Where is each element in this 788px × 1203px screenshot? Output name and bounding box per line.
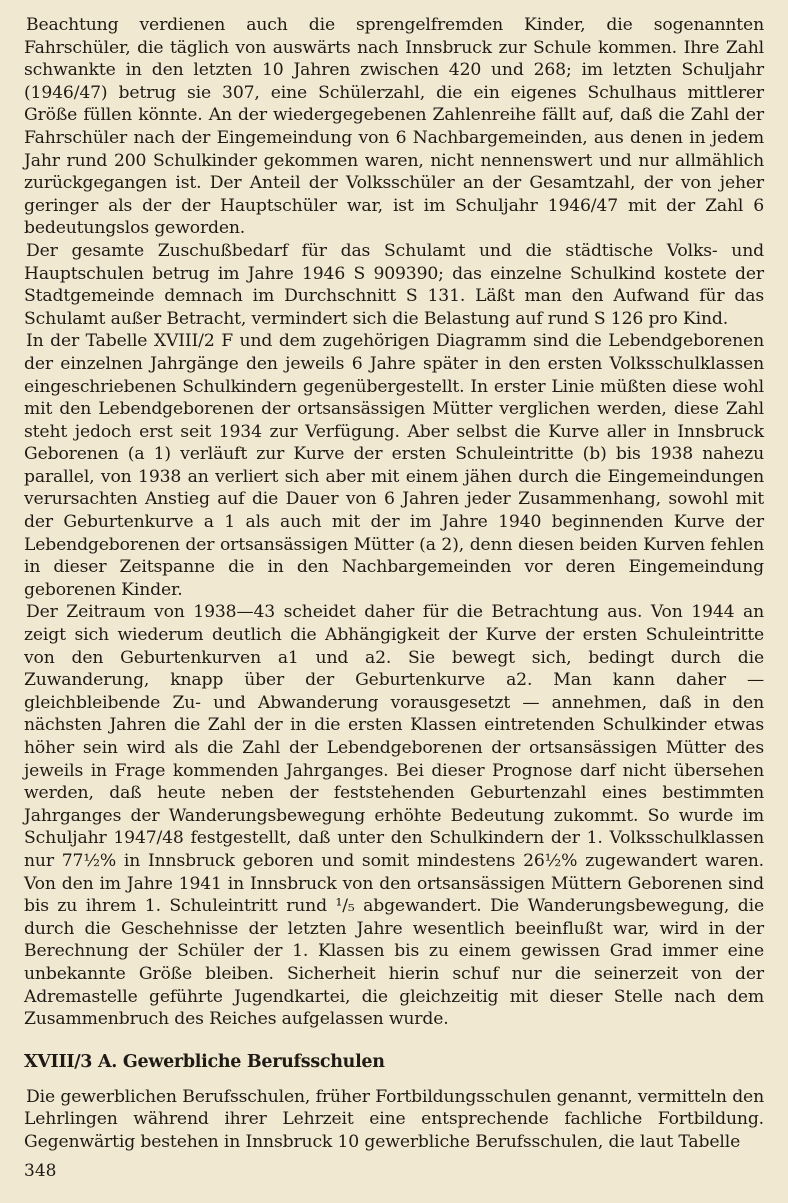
paragraph-zeitraum: Der Zeitraum von 1938—43 scheidet daher für die Betrachtung aus. Von 1944 an zeigt sich wiederum deutlich die Abhängigkeit der Kurve der ersten Schuleintritte von den Geburtenkurven a1 und a2. Sie bewegt sich, bedingt durch die Zuwanderung, knapp über der Geburtenkurve a2. Man kann daher — gleichbleibende Zu- und Abwanderung vorausgesetzt — annehmen, daß in den nächsten Jahren die Zahl der in die ersten Klassen eintretenden Schulkinder etwas höher sein wird als die Zahl der Lebendgeborenen der ortsansässigen Mütter des jeweils in Frage kommenden Jahrganges. Bei dieser Prognose darf nicht übersehen werden, daß heute neben der feststehenden Geburtenzahl eines bestimmten Jahrganges der Wanderungsbewegung erhöhte Bedeutung zukommt. So wurde im Schuljahr 1947/48 festgestellt, daß unter den Schulkindern der 1. Volksschulklassen nur 77½% in Innsbruck geboren und somit mindestens 26½% zugewandert waren. Von den im Jahre 1941 in Innsbruck von den ortsansässigen Müttern Geborenen sind bis zu ihrem 1. Schuleintritt rund ¹/₅ abgewandert. Die Wanderungsbewegung, die durch die Geschehnisse der letzten Jahre wesentlich beeinflußt war, wird in der Berechnung der Schüler der 1. Klassen bis zu einem gewissen Grad immer eine unbekannte Größe bleiben. Sicherheit hierin schuf nur die seinerzeit von der Adremastelle geführte Jugendkartei, die gleichzeitig mit dieser Stelle nach dem Zusammenbruch des Reiches aufgelassen wurde. [24,602,764,1030]
page-number: 348 [24,1161,57,1181]
paragraph-tabelle-diagramm: In der Tabelle XVIII/2 F und dem zugehörigen Diagramm sind die Lebendgeborenen der einzelnen Jahrgänge den jeweils 6 Jahre später in den ersten Volksschulklassen eingeschriebenen Schulkindern gegenübergestellt. In erster Linie müßten diese wohl mit den Lebendgeborenen der ortsansässigen Mütter verglichen werden, diese Zahl steht jedoch erst seit 1934 zur Verfügung. Aber selbst die Kurve aller in Innsbruck Geborenen (a 1) verläuft zur Kurve der ersten Schuleintritte (b) bis 1938 nahezu parallel, von 1938 an verliert sich aber mit einem jähen durch die Eingemeindungen verursachten Anstieg auf die Dauer von 6 Jahren jeder Zusammenhang, sowohl mit der Geburtenkurve a 1 als auch mit der im Jahre 1940 beginnenden Kurve der Lebendgeborenen der ortsansässigen Mütter (a 2), denn diesen beiden Kurven fehlen in dieser Zeitspanne die in den Nachbargemeinden vor deren Eingemeindung geborenen Kinder. [24,331,764,600]
paragraph-berufsschulen: Die gewerblichen Berufsschulen, früher Fortbildungsschulen genannt, vermitteln den Lehrlingen während ihrer Lehrzeit eine entsprechende fachliche Fortbildung. Gegenwärtig bestehen in Innsbruck 10 gewerbliche Berufsschulen, die laut Tabelle [24,1086,764,1152]
paragraph-fahrschueler: Beachtung verdienen auch die sprengelfremden Kinder, die sogenannten Fahrschüler, die täglich von auswärts nach Innsbruck zur Schule kommen. Ihre Zahl schwankte in den letzten 10 Jahren zwischen 420 und 268; im letzten Schuljahr (1946/47) betrug sie 307, eine Schülerzahl, die ein eigenes Schulhaus mittlerer Größe füllen könnte. An der wiedergegebenen Zahlenreihe fällt auf, daß die Zahl der Fahrschüler nach der Eingemeindung von 6 Nachbargemeinden, aus denen in jedem Jahr rund 200 Schulkinder gekommen waren, nicht nennenswert und nur allmählich zurückgegangen ist. Der Anteil der Volksschüler an der Gesamtzahl, der von jeher geringer als der der Hauptschüler war, ist im Schuljahr 1946/47 mit der Zahl 6 bedeutungslos geworden. [24,15,764,239]
paragraph-zuschussbedarf: Der gesamte Zuschußbedarf für das Schulamt und die städtische Volks- und Hauptschulen betrug im Jahre 1946 S 909390; das einzelne Schulkind kostete der Stadtgemeinde demnach im Durchschnitt S 131. Läßt man den Aufwand für das Schulamt außer Betracht, vermindert sich die Belastung auf rund S 126 pro Kind. [24,240,764,329]
section-heading: XVIII/3 A. Gewerbliche Berufsschulen [24,1051,385,1072]
